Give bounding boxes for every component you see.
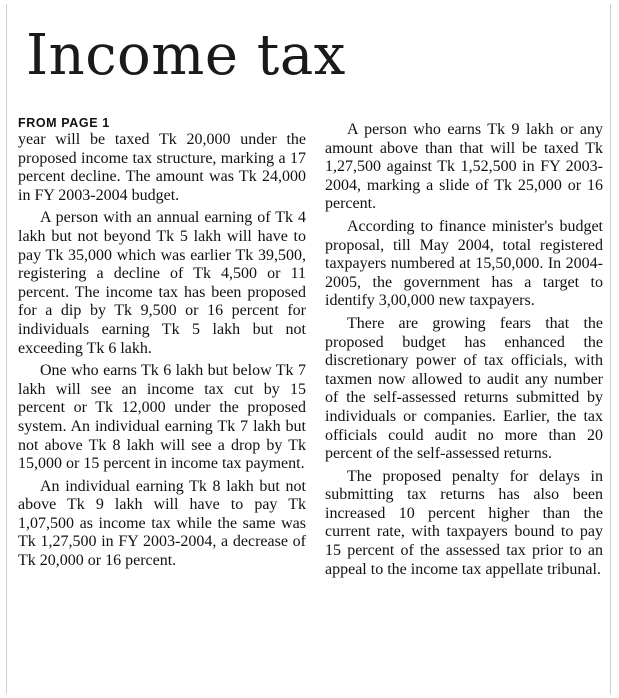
article-column-left <box>18 115 306 575</box>
paragraph: One who earns Tk 6 lakh but below Tk 7 lakh will see an income tax cut by 15 percent or Tk 12,000 under the proposed system. An individual earning Tk 7 lakh but not above Tk 8 lakh will see a drop by Tk 15,000 or 15 percent in income tax payment. <box>18 362 306 473</box>
article-column-right <box>325 121 603 583</box>
paragraph: A person with an annual earning of Tk 4 lakh but not beyond Tk 5 lakh will have to pay Tk 35,000 which was earlier Tk 39,500, registering a decline of Tk 4,500 or 11 percent. The income tax has been proposed for a dip by Tk 9,500 or 16 percent for individuals earning Tk 5 lakh but not exceeding Tk 6 lakh. <box>18 209 306 357</box>
paragraph: According to finance minister's budget proposal, till May 2004, total registered taxpayers numbered at 15,50,000. In 2004-2005, the government has a target to identify 3,00,000 new taxpayers. <box>325 217 603 310</box>
headline: Income tax <box>26 23 346 88</box>
paragraph: A person who earns Tk 9 lakh or any amount above than that will be taxed Tk 1,27,500 against Tk 1,52,500 in FY 2003-2004, marking a slide of Tk 25,000 or 16 percent. <box>325 121 603 213</box>
paragraph: An individual earning Tk 8 lakh but not above Tk 9 lakh will have to pay Tk 1,07,500 as income tax while the same was Tk 1,27,500 in FY 2003-2004, a decrease of Tk 20,000 or 16 percent. <box>18 477 306 570</box>
paragraph: year will be taxed Tk 20,000 under the proposed income tax structure, marking a 17 percent decline. The amount was Tk 24,000 in FY 2003-2004 budget. <box>18 131 306 204</box>
continuation-kicker: FROM PAGE 1 <box>18 116 110 130</box>
paragraph: The proposed penalty for delays in submitting tax returns has also been increased 10 percent higher than the current rate, with taxpayers bound to pay 15 percent of the assessed tax prior to an appeal to the income tax appellate tribunal. <box>325 467 603 578</box>
paragraph: There are growing fears that the proposed budget has enhanced the discretionary power of tax officials, with taxmen now allowed to audit any number of the self-assessed returns submitted by individuals or companies. Earlier, the tax officials could audit no more than 20 percent of the self-assessed returns. <box>325 314 603 463</box>
